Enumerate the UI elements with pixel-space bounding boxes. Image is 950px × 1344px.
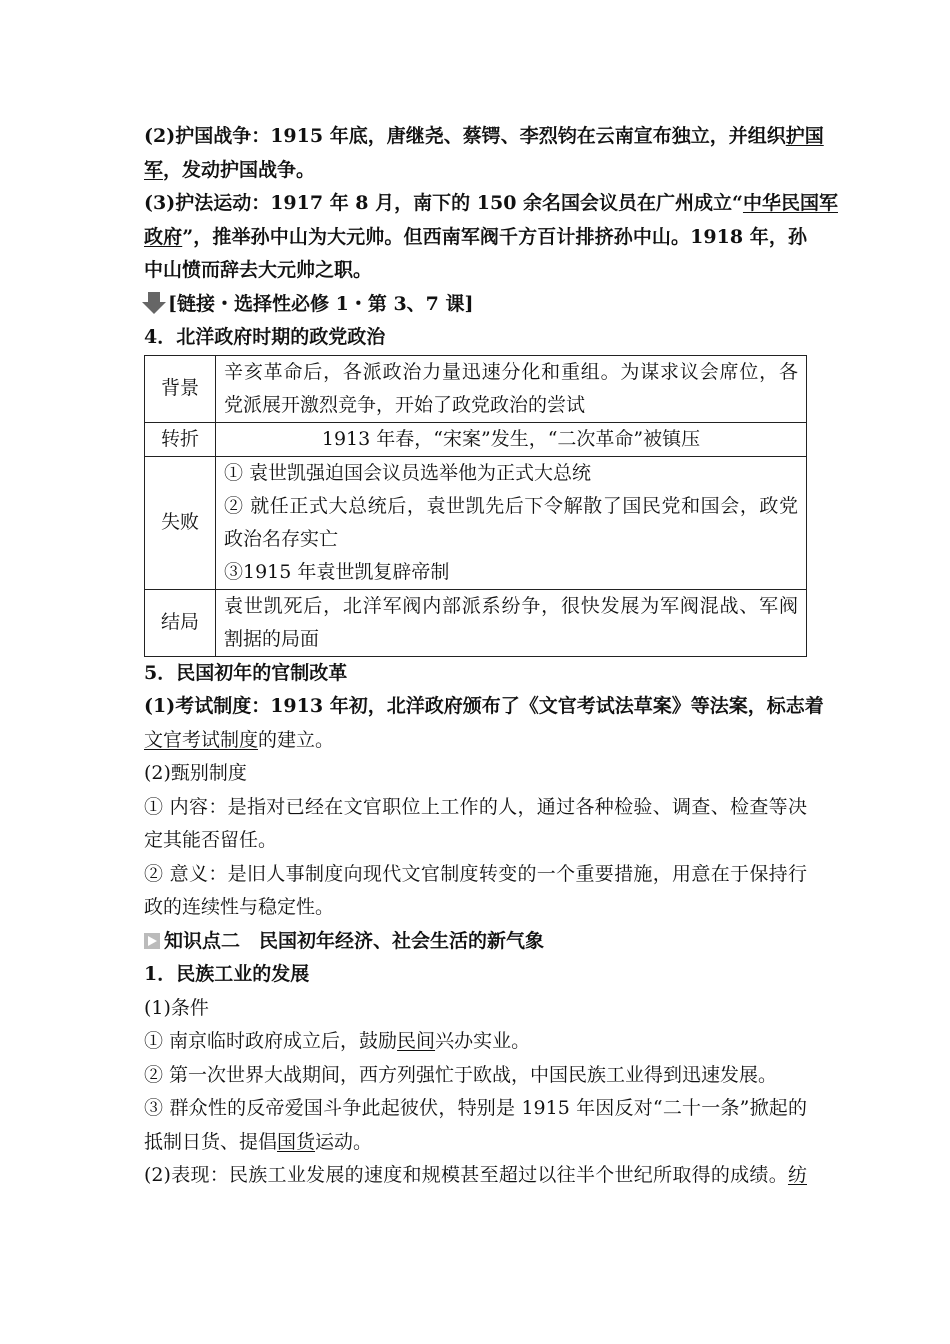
text: ① 南京临时政府成立后，鼓励 (144, 1030, 398, 1052)
text: ，发动护国战争。 (163, 158, 316, 181)
document-page (144, 120, 838, 1193)
text: ”，推举孙中山为大元帅。但西南军阀千方百计排挤孙中山。1918 年，孙 (182, 225, 807, 248)
underlined-text: 军 (144, 158, 164, 181)
cell-line: ① 袁世凯强迫国会议员选举他为正式大总统 (224, 461, 592, 484)
paragraph-huguo-war (144, 120, 824, 154)
section-heading (144, 925, 807, 959)
paragraph-exam-cont (144, 724, 807, 758)
text: 抵制日货、提倡 (144, 1130, 278, 1153)
cell-line: 政治名存实亡 (224, 527, 339, 550)
underlined-text: 文官考试制度 (144, 728, 259, 751)
underlined-text: 纺 (787, 1164, 807, 1186)
play-triangle-icon (144, 933, 160, 949)
row-content (216, 589, 807, 656)
text: (2)表现：民族工业发展的速度和规模甚至超过以往半个世纪所取得的成绩。 (144, 1164, 788, 1186)
cell-line: 袁世凯死后，北洋军阀内部派系纷争，很快发展为军阀混战、军阀 (224, 594, 798, 617)
link-note (142, 288, 807, 322)
paragraph-hufa-end: 中山愤而辞去大元帅之职。 (144, 259, 373, 281)
row-header: 失败 (145, 456, 216, 589)
condition-2: ② 第一次世界大战期间，西方列强忙于欧战，中国民族工业得到迅速发展。 (144, 1063, 778, 1086)
paragraph-meaning-cont: 政的连续性与稳定性。 (144, 896, 335, 918)
row-content (216, 456, 807, 589)
text: (3)护法运动：1917 年 8 月，南下的 150 余名国会议员在广州成立“ (144, 192, 743, 214)
cell-line: ③1915 年袁世凯复辟帝制 (224, 560, 450, 583)
heading-4: 4．北洋政府时期的政党政治 (144, 326, 386, 348)
row-header: 转折 (145, 422, 216, 456)
party-politics-table (144, 355, 807, 657)
text: 运动。 (315, 1130, 373, 1153)
section-title: 知识点二 民国初年经济、社会生活的新气象 (164, 929, 545, 952)
text: 的建立。 (258, 728, 335, 751)
heading-1: 1．民族工业的发展 (144, 963, 310, 985)
paragraph-hufa (144, 187, 838, 221)
condition-3: ③ 群众性的反帝爱国斗争此起彼伏，特别是 1915 年因反对“二十一条”掀起的 (144, 1097, 807, 1119)
cell-line: 党派展开激烈竞争，开始了政党政治的尝试 (224, 393, 586, 416)
condition-1 (144, 1025, 807, 1059)
table-row (145, 422, 807, 456)
heading-5: 5．民国初年的官制改革 (144, 661, 348, 684)
paragraph-huguo-war-cont (144, 154, 807, 188)
underlined-text: 国货 (277, 1130, 316, 1153)
condition-3-cont (144, 1126, 807, 1160)
paragraph-performance (144, 1159, 807, 1193)
text: 兴办实业。 (435, 1030, 531, 1052)
link-text: [链接・选择性必修 1・第 3、7 课] (168, 292, 474, 315)
underlined-text: 民间 (397, 1030, 436, 1052)
paragraph-hufa-cont (144, 221, 807, 255)
paragraph-conditions: (1)条件 (144, 996, 209, 1019)
table-row (145, 589, 807, 656)
paragraph-content: ① 内容：是指对已经在文官职位上工作的人，通过各种检验、调查、检查等决 (144, 795, 807, 818)
paragraph-screening: (2)甄别制度 (144, 762, 247, 784)
cell-line: 辛亥革命后，各派政治力量迅速分化和重组。为谋求议会席位，各 (224, 360, 798, 383)
table-row (145, 456, 807, 589)
down-arrow-icon (142, 292, 166, 314)
row-content (216, 355, 807, 422)
paragraph-meaning: ② 意义：是旧人事制度向现代文官制度转变的一个重要措施，用意在于保持行 (144, 862, 807, 885)
underlined-text: 中华民国军 (742, 192, 838, 214)
row-content: 1913 年春，“宋案”发生，“二次革命”被镇压 (216, 422, 807, 456)
row-header: 背景 (145, 355, 216, 422)
cell-line: ② 就任正式大总统后，袁世凯先后下令解散了国民党和国会，政党 (224, 494, 798, 517)
cell-line: 割据的局面 (224, 627, 320, 650)
paragraph-exam: (1)考试制度：1913 年初，北洋政府颁布了《文官考试法草案》等法案，标志着 (144, 695, 824, 717)
underlined-text: 政府 (144, 225, 183, 248)
row-header: 结局 (145, 589, 216, 656)
paragraph-content-cont: 定其能否留任。 (144, 829, 278, 851)
text: (2)护国战争：1915 年底，唐继尧、蔡锷、李烈钧在云南宣布独立，并组织 (144, 125, 786, 147)
underlined-text: 护国 (785, 125, 824, 147)
table-row (145, 355, 807, 422)
